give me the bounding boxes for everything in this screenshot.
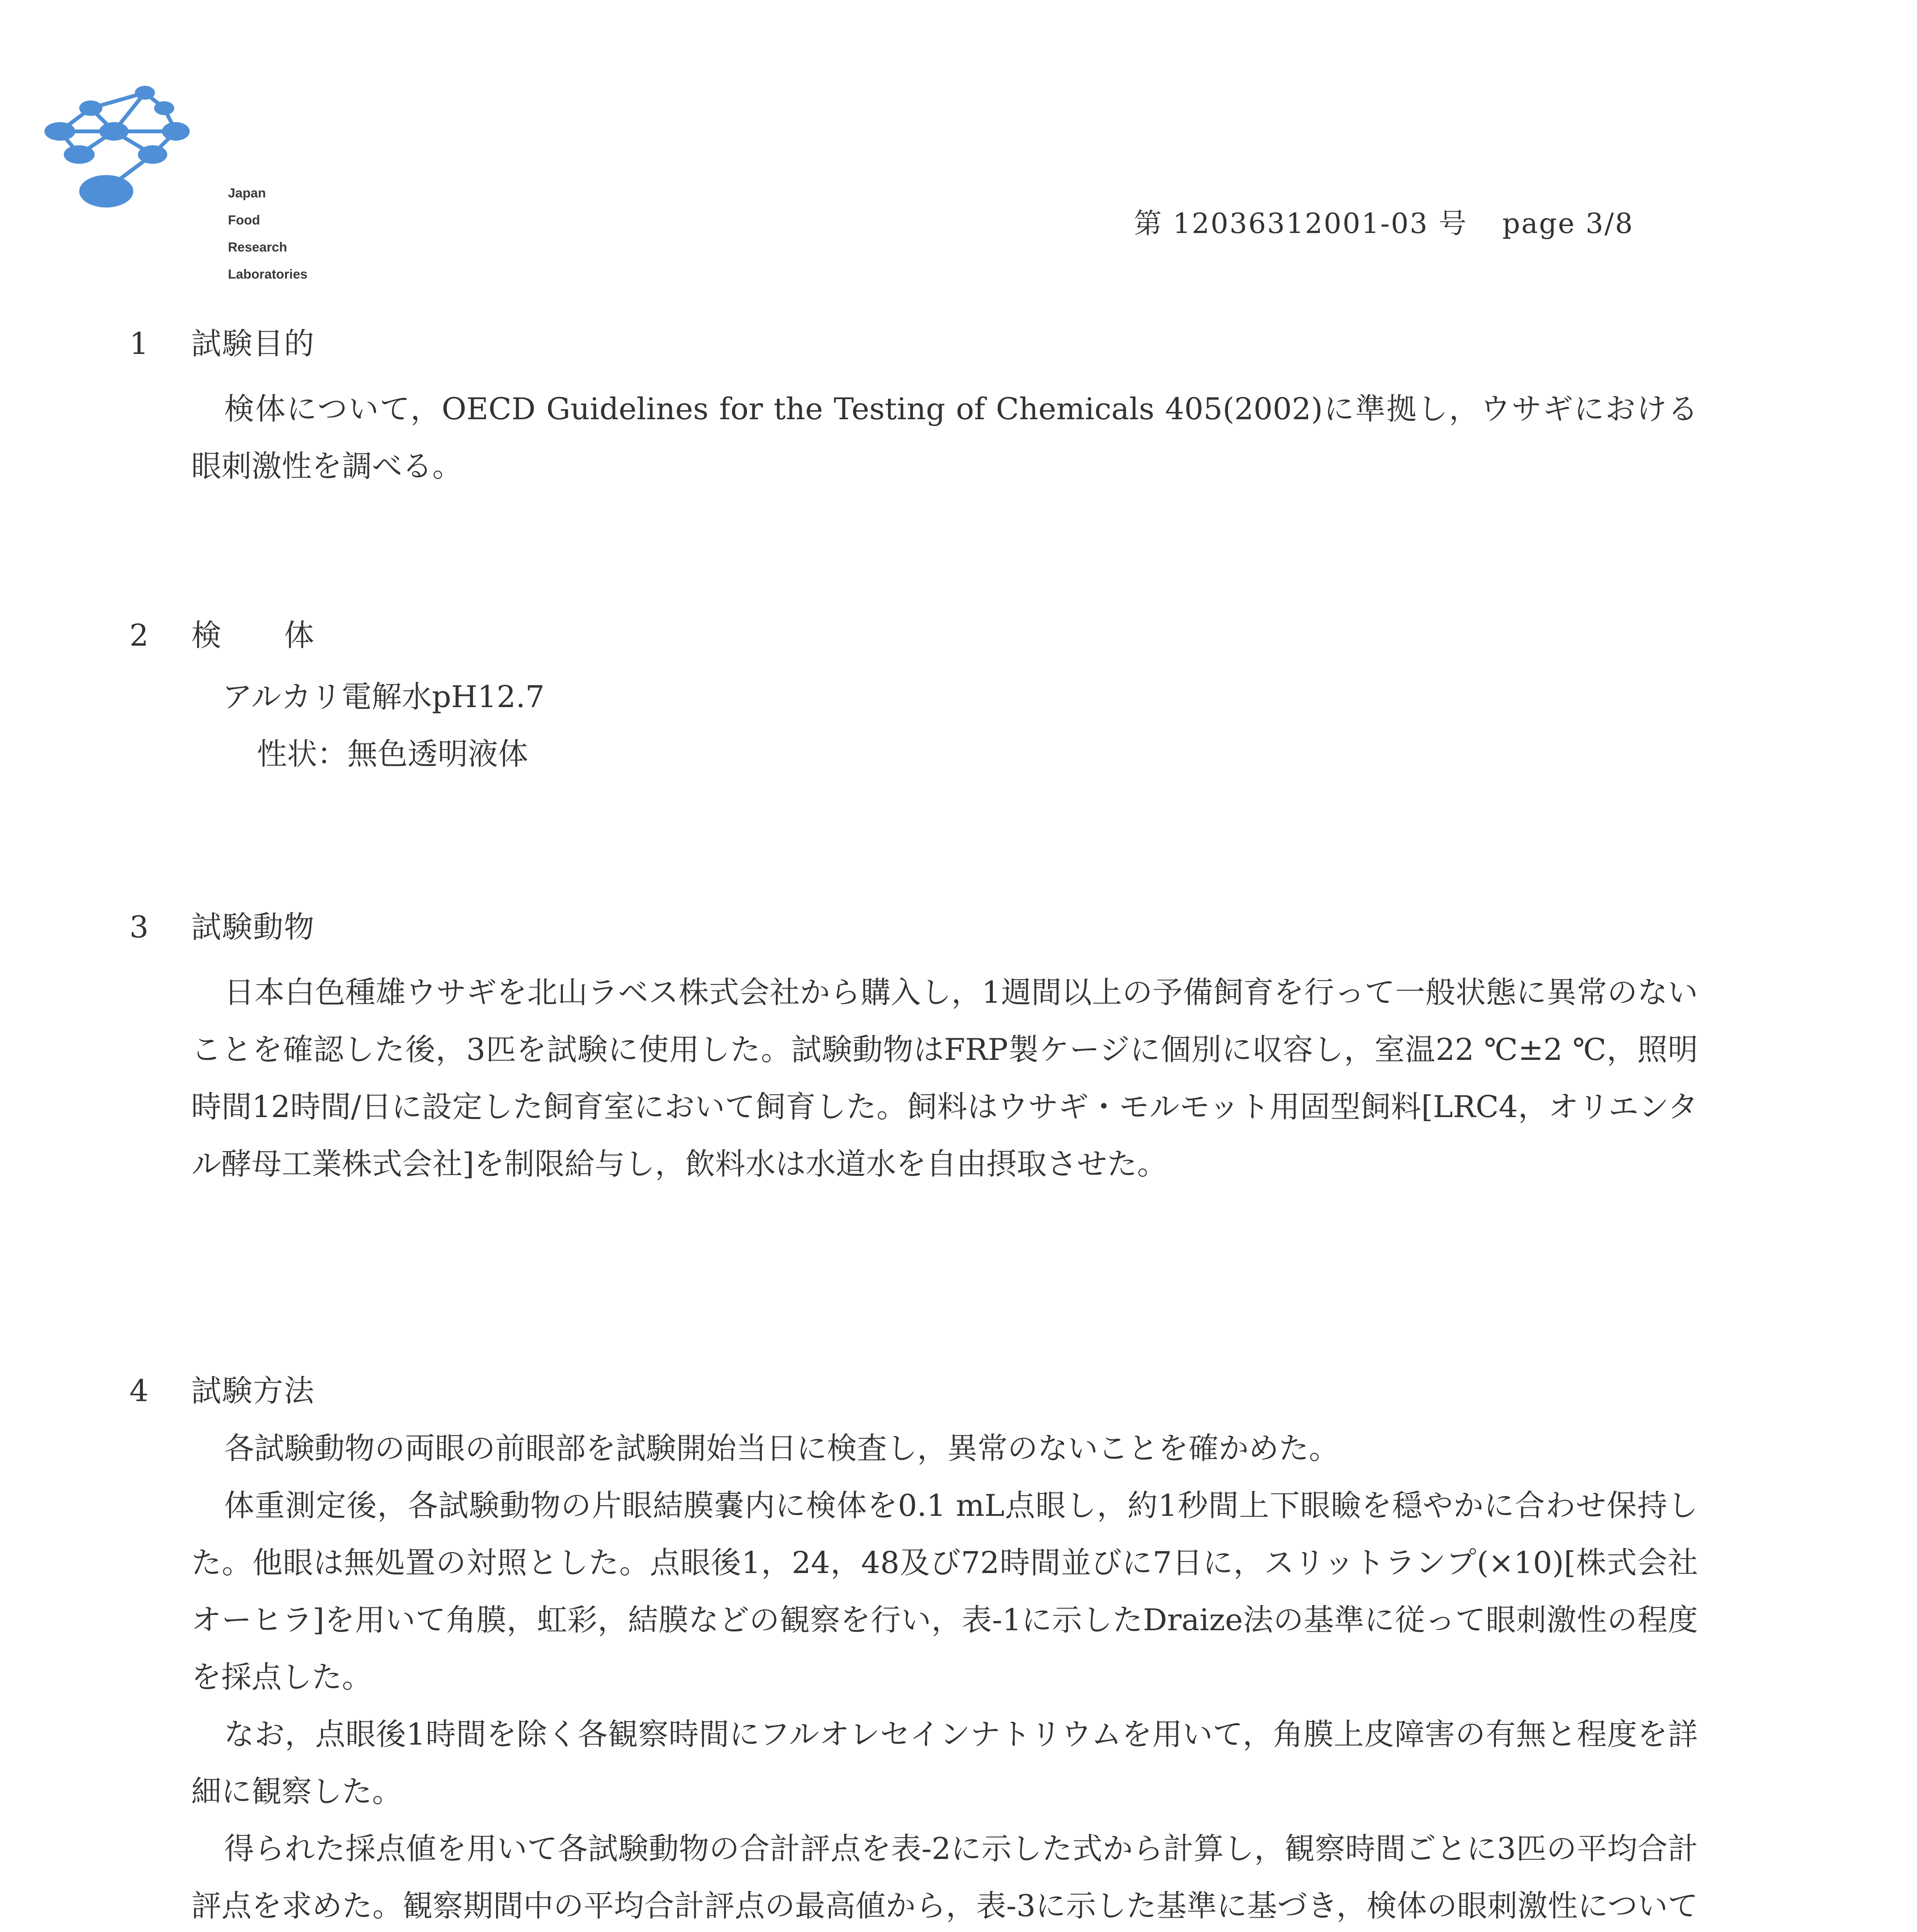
section-title: 試験方法 <box>191 1374 315 1408</box>
section-animals <box>129 906 1698 1193</box>
section-title: 試験目的 <box>191 327 315 361</box>
section-heading <box>129 614 1698 657</box>
paragraph: 各試験動物の両眼の前眼部を試験開始当日に検査し，異常のないことを確かめた。 <box>224 1431 1339 1466</box>
section-number: 1 <box>129 327 149 361</box>
section-purpose <box>129 323 1698 495</box>
document-number <box>1134 201 1634 241</box>
section-method <box>129 1370 1728 1932</box>
section-title: 試験動物 <box>191 910 315 945</box>
paragraph: 得られた採点値を用いて各試験動物の合計評点を表-2に示した式から計算し，観察時間ごとに3匹の平均合計評点を求めた。観察期間中の平均合計評点の最高値から，表-3に示した基準に基づき，検体の眼刺激性について <box>191 1832 1698 1923</box>
logo-text <box>228 180 308 288</box>
paragraph: 体重測定後，各試験動物の片眼結膜嚢内に検体を0.1 mL点眼し，約1秒間上下眼瞼を穏やかに合わせ保持した。他眼は無処置の対照とした。点眼後1，24，48及び72時間並びに7日に，スリットランプ(×10)[株式会社 オーヒラ]を用いて角膜，虹彩，結膜などの観察を行い，表-1に示したDraize法の基準に従って眼刺激性の程度を採点した。 <box>191 1488 1728 1695</box>
section-heading <box>129 323 1698 365</box>
doc-number-text: 第 12036312001-03 号 <box>1134 207 1468 240</box>
page-label: page 3/8 <box>1502 207 1634 240</box>
paragraph: 日本白色種雄ウサギを北山ラベス株式会社から購入し，1週間以上の予備飼育を行って一般状態に異常のないことを確認した後，3匹を試験に使用した。試験動物はFRP製ケージに個別に収容し，室温22 ℃±2 ℃，照明時間12時間/日に設定した飼育室において飼育した。飼料はウサギ・モルモット用固型飼料[LRC4，オリエンタル酵母工業株式会社]を制限給与し，飲料水は水道水を自由摂取させた。 <box>191 975 1698 1182</box>
section-number: 2 <box>129 618 149 653</box>
logo-line: Laboratories <box>228 267 308 282</box>
sample-property: 性状：無色透明液体 <box>257 737 529 772</box>
company-logo <box>37 81 308 282</box>
sample-name: アルカリ電解水pH12.7 <box>222 680 545 714</box>
logo-line: Japan <box>228 186 266 201</box>
section-heading <box>129 906 1698 949</box>
section-sample <box>129 614 1698 783</box>
section-heading <box>129 1370 1698 1412</box>
paragraph: なお，点眼後1時間を除く各観察時間にフルオレセインナトリウムを用いて，角膜上皮障害の有無と程度を詳細に観察した。 <box>191 1717 1698 1809</box>
section-number: 3 <box>129 910 149 945</box>
section-number: 4 <box>129 1374 149 1408</box>
paragraph: 検体について，OECD Guidelines for the Testing of Chemicals 405(2002)に準拠し，ウサギにおける眼刺激性を調べる。 <box>191 392 1698 484</box>
logo-line: Food <box>228 213 260 228</box>
section-title: 検 体 <box>191 618 315 653</box>
logo-line: Research <box>228 240 287 255</box>
